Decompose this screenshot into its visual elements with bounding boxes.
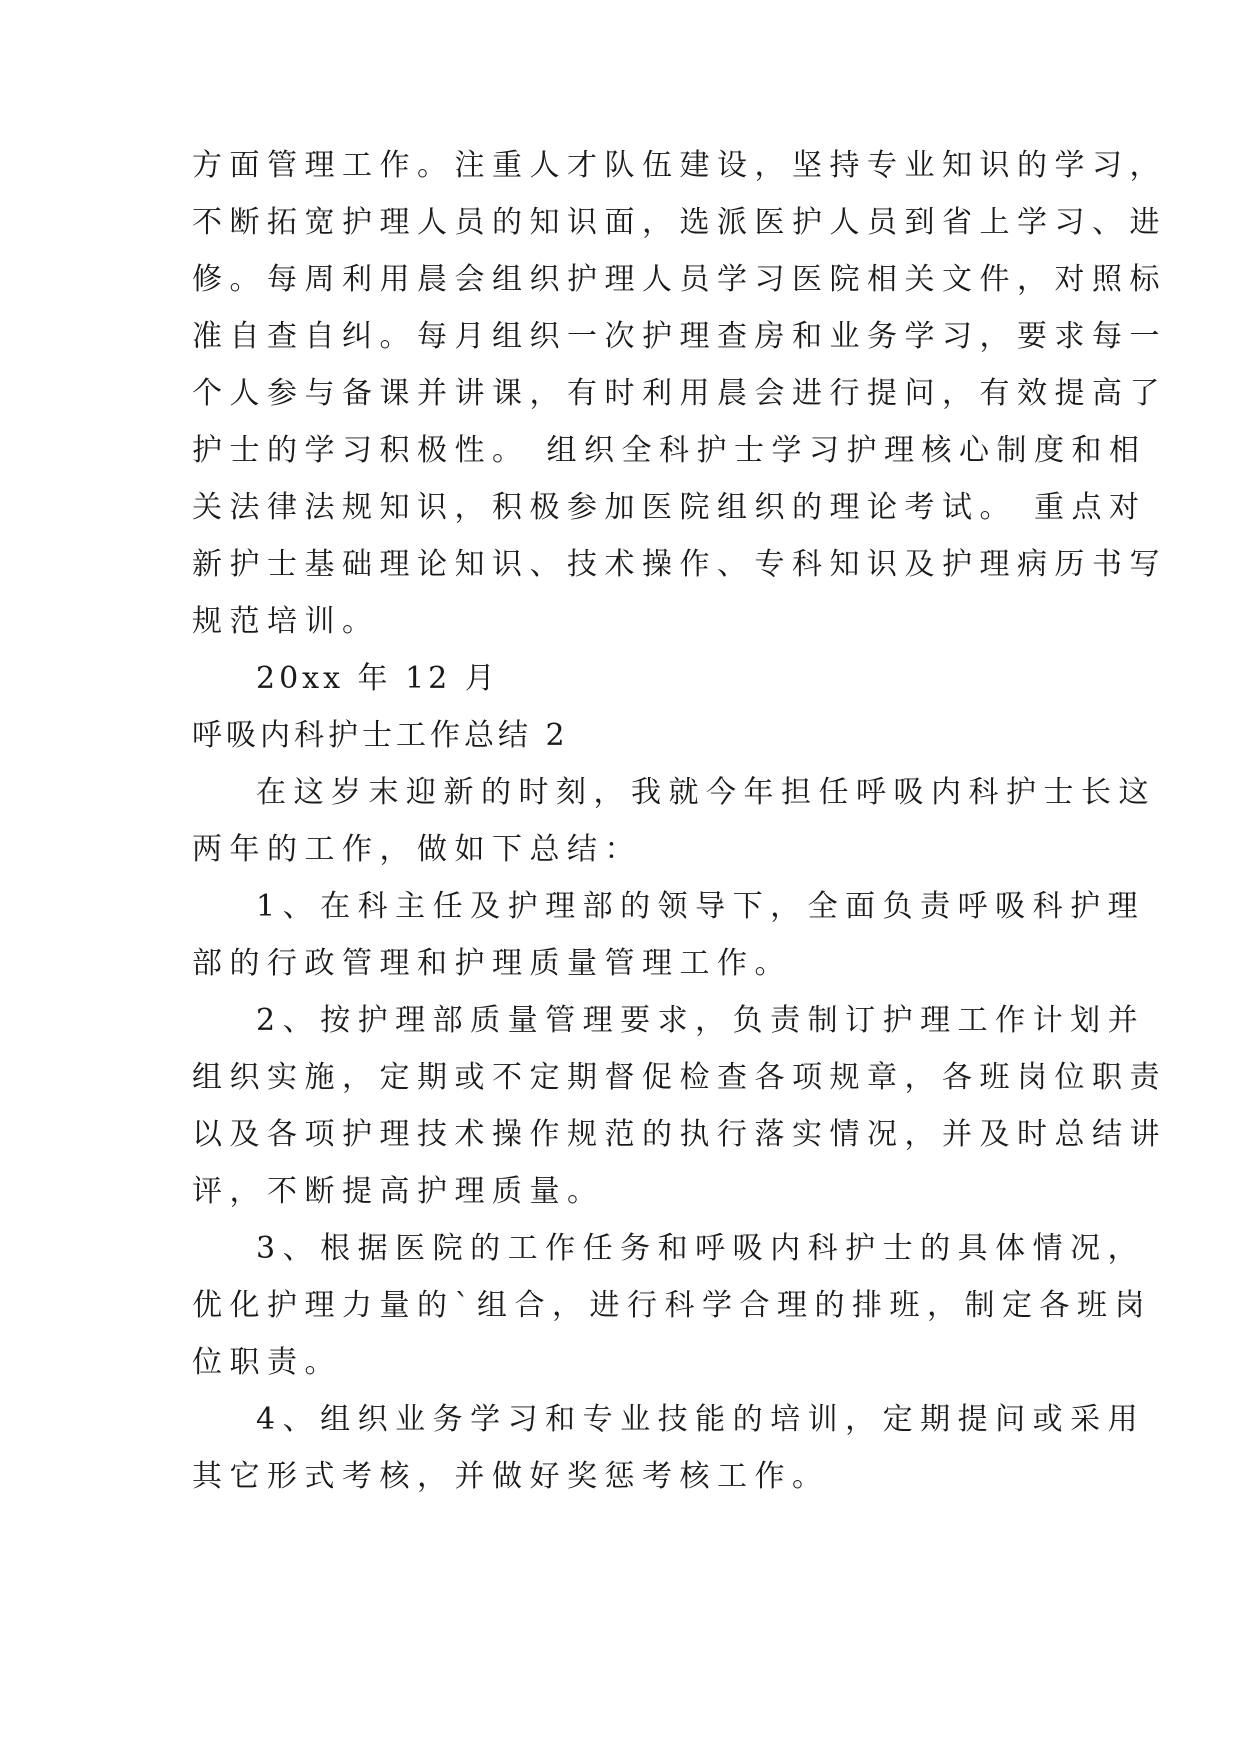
section-title: 呼吸内科护士工作总结 2 xyxy=(192,718,569,753)
list-item-line: 组织实施，定期或不定期督促检查各项规章，各班岗位职责 xyxy=(192,1060,1167,1095)
list-item-line: 位职责。 xyxy=(192,1345,342,1380)
paragraph-line: 规范培训。 xyxy=(192,604,380,639)
list-item-line: 部的行政管理和护理质量管理工作。 xyxy=(192,946,792,981)
list-item-line: 3、根据医院的工作任务和呼吸内科护士的具体情况， xyxy=(256,1231,1146,1266)
date-line: 20xx 年 12 月 xyxy=(256,661,499,696)
list-item-line: 1、在科主任及护理部的领导下，全面负责呼吸科护理 xyxy=(256,889,1146,924)
paragraph-line: 修。每周利用晨会组织护理人员学习医院相关文件，对照标 xyxy=(192,262,1167,297)
paragraph-line: 方面管理工作。注重人才队伍建设，坚持专业知识的学习， xyxy=(192,148,1167,183)
list-item-line: 优化护理力量的`组合，进行科学合理的排班，制定各班岗 xyxy=(192,1288,1152,1323)
paragraph-line: 不断拓宽护理人员的知识面，选派医护人员到省上学习、进 xyxy=(192,205,1167,240)
list-item-line: 评，不断提高护理质量。 xyxy=(192,1174,605,1209)
paragraph-line: 护士的学习积极性。 组织全科护士学习护理核心制度和相 xyxy=(192,433,1147,468)
paragraph-line: 两年的工作，做如下总结： xyxy=(192,832,642,867)
paragraph-line: 在这岁末迎新的时刻，我就今年担任呼吸内科护士长这 xyxy=(256,775,1156,810)
paragraph-line: 准自查自纠。每月组织一次护理查房和业务学习，要求每一 xyxy=(192,319,1167,354)
list-item-line: 2、按护理部质量管理要求，负责制订护理工作计划并 xyxy=(256,1003,1146,1038)
list-item-line: 其它形式考核，并做好奖惩考核工作。 xyxy=(192,1459,830,1494)
paragraph-line: 个人参与备课并讲课，有时利用晨会进行提问，有效提高了 xyxy=(192,376,1167,411)
list-item-line: 4、组织业务学习和专业技能的培训，定期提问或采用 xyxy=(256,1402,1146,1437)
paragraph-line: 关法律法规知识，积极参加医院组织的理论考试。 重点对 xyxy=(192,490,1147,525)
paragraph-line: 新护士基础理论知识、技术操作、专科知识及护理病历书写 xyxy=(192,547,1167,582)
list-item-line: 以及各项护理技术操作规范的执行落实情况，并及时总结讲 xyxy=(192,1117,1167,1152)
